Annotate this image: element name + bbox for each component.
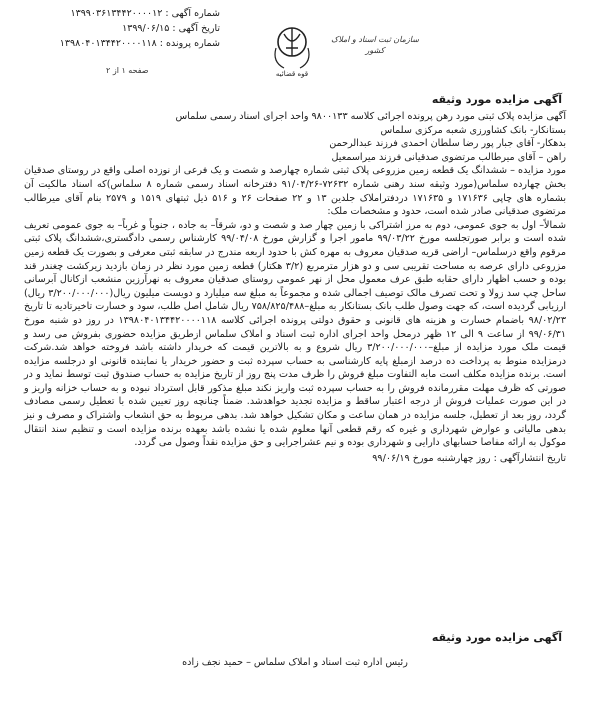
judiciary-emblem-icon [262, 18, 322, 78]
notice-paragraph: مورد مزایده – ششدانگ یک قطعه زمین مزروعی پلاک ثبتی شماره چهارصد و شصت و یک فرعی از نوزده اصلی واقع در روستای صدقیان بخش چهارده سلماس(مورد وثیقه سند رهنی شماره ۷۲۶۳۲-۹۱/۰۴/۲۶ دفترخانه اسناد رسمی شماره ۸ سلماس)که اسناد مالکیت آن بشماره های چاپی ۱۷۱۶۳۶ و ۱۷۱۶۳۵ دردفتراملاک جلدین ۱۳ و ۲۲ صفحات ۲۶ و ۵۱۶ ذیل ثبتهای ۱۵۱۹ و ۲۵۷۹ بنام آقای میرطالب مرتضوی صدقیانی صادر شده است، حدود و مشخصات ملک: [24, 165, 567, 218]
publish-date-line: تاریخ انتشارآگهی : روز چهارشنبه مورخ ۹۹/۰۶/۱۹ [372, 452, 566, 464]
signature-line: رئیس اداره ثبت اسناد و املاک سلماس – حمید نجف زاده [182, 657, 408, 668]
case-number-label: شماره پرونده [165, 38, 220, 49]
page-number: صفحه ۱ از ۲ [106, 66, 149, 75]
notice-paragraph: بدهکار- آقای جبار پور رضا سلطان احمدی فرزند عبدالرحمن [329, 138, 566, 150]
case-number: ۱۳۹۸۰۴۰۱۳۴۴۲۰۰۰۰۱۱۸ [59, 38, 157, 49]
ad-number: ۱۳۹۹۰۳۶۱۳۴۴۲۰۰۰۰۱۲ [70, 8, 163, 19]
notice-footer [24, 630, 566, 670]
notice-body [24, 92, 566, 465]
ad-number-row: شماره آگهی : ۱۳۹۹۰۳۶۱۳۴۴۲۰۰۰۰۱۲ [70, 8, 220, 19]
notice-paragraph: راهن – آقای میرطالب مرتضوی صدقیانی فرزند میراسمعیل [331, 151, 566, 163]
ad-number-label: شماره آگهی [171, 8, 220, 19]
emblem-caption: قوه قضائیه [275, 70, 309, 78]
ad-date-label: تاریخ آگهی [178, 23, 220, 34]
document-header-meta [10, 6, 220, 51]
footer-title: آگهی مزایده مورد وثیقه [431, 631, 562, 644]
ad-date: ۱۳۹۹/۰۶/۱۵ [122, 23, 170, 34]
ad-date-row: تاریخ آگهی : ۱۳۹۹/۰۶/۱۵ [122, 23, 220, 34]
notice-paragraph: بستانکار- بانک کشاورزی شعبه مرکزی سلماس [380, 124, 566, 136]
organization-name: سازمان ثبت اسناد و املاک کشور [331, 35, 419, 55]
notice-title: آگهی مزایده مورد وثیقه [431, 93, 562, 106]
notice-paragraph: آگهی مزایده پلاک ثبتی مورد رهن پرونده اجرائی کلاسه ۹۸۰۰۱۳۳ واحد اجرای اسناد رسمی سلماس [175, 111, 566, 122]
case-number-row: شماره پرونده : ۱۳۹۸۰۴۰۱۳۴۴۲۰۰۰۰۱۱۸ [59, 38, 220, 49]
notice-paragraph: شمالاً– اول به جوی عمومی، دوم به مرز اشتراکی با زمین چهار صد و شصت و دو، شرقاً– به جاده ، جنوباً و غرباً– به جوی عمومی تعریف شده است و برابر صورتجلسه مورخ ۹۹/۰۳/۲۲ مامور اجرا و گزارش مورخ ۹۹/۰۴/۰۸ کارشناس رسمی دادگستری،ششدانگ پلاک ثبتی مرقوم واقع درسلماس– اراضی قریه صدقیان معروف به مهره کش با حدود اربعه مندرج در سابقه ثبتی معرفی و بصورت یک قطعه زمین مزروعی دارای عرصه به مساحت تقریبی سی و دو هزار مترمربع (۳/۲ هکتار) قطعه زمین مورد نظر در زمان بازدید زیرکشت چغندر قند بوده و حسب اظهار دارای حقابه طبق عرف معمول محل از نهر عمومی روستای صدقیان معروف به نهرآرزین منشعب ازکانال آبرسانی ساحل چپ سد زولا و تحت تصرف مالک توصیف اجمالی شده و مجموعاً به مبلغ سه میلیارد و دویست میلیون ریال(۳/۲۰۰/۰۰۰/۰۰۰ ریال) ارزیابی گردیده است، که جهت وصول طلب بانک بستانکار به مبلغ–۷۵۸/۸۲۵/۴۸۸ ریال شامل اصل طلب، سود و خسارت تاخیرتادیه تا تاریخ ۹۸/۰۲/۲۳ باضمام خسارت و هزینه های قانونی و حقوق دولتی پرونده اجرائی کلاسه ۱۳۹۸۰۴۰۱۳۴۴۲۰۰۰۰۱۱۸ در روز دو شنبه مورخ ۹۹/۰۶/۳۱ از ساعت ۹ الی ۱۲ ظهر درمحل واحد اجرای اداره ثبت اسناد و املاک سلماس ازطریق مزایده حضوری بفروش می رسد و قیمت ملک مورد مزایده از مبلغ–۳/۲۰۰/۰۰۰/۰۰۰ ریال شروع و به بالاترین قیمت که خریدار داشته باشد فروخته خواهد شد.شرکت درمزایده منوط به پرداخت ده درصد ازمبلغ پایه کارشناسی به حساب سپرده ثبت و حضور خریدار یا نماینده قانونی او درجلسه مزایده است. برنده مزایده مکلف است مابه التفاوت مبلغ فروش را ظرف مدت پنج روز از تاریخ مزایده به حساب صندوق ثبت توسط نماید و در صورتی که ظرف مهلت مقررمانده فروش را به حساب سپرده ثبت واریز نکند مبلغ مذکور قابل استرداد نبوده و به حساب خزانه واریز و در این صورت عملیات فروش از درجه اعتبار ساقط و مزایده تجدید خواهدشد. ضمناً چنانچه روز تعیین شده با تعطیل رسمی مصادف گردد، روز بعد از تعطیل، جلسه مزایده در همان ساعت و مکان تشکیل خواهد شد. بدهی مربوط به حق انشعاب واشتراک و مصرف و نیز بدهی مالیاتی و عوارض شهرداری و غیره که رقم قطعی آنها معلوم شده یا نشده باشد بعهده برنده مزایده است و تنظیم سند انتقال موکول به ارائه مفاصا حسابهای دارایی و شهرداری بوده و نیم عشراجرایی و حق مزایده نقداً وصول می گردد. [24, 219, 567, 449]
